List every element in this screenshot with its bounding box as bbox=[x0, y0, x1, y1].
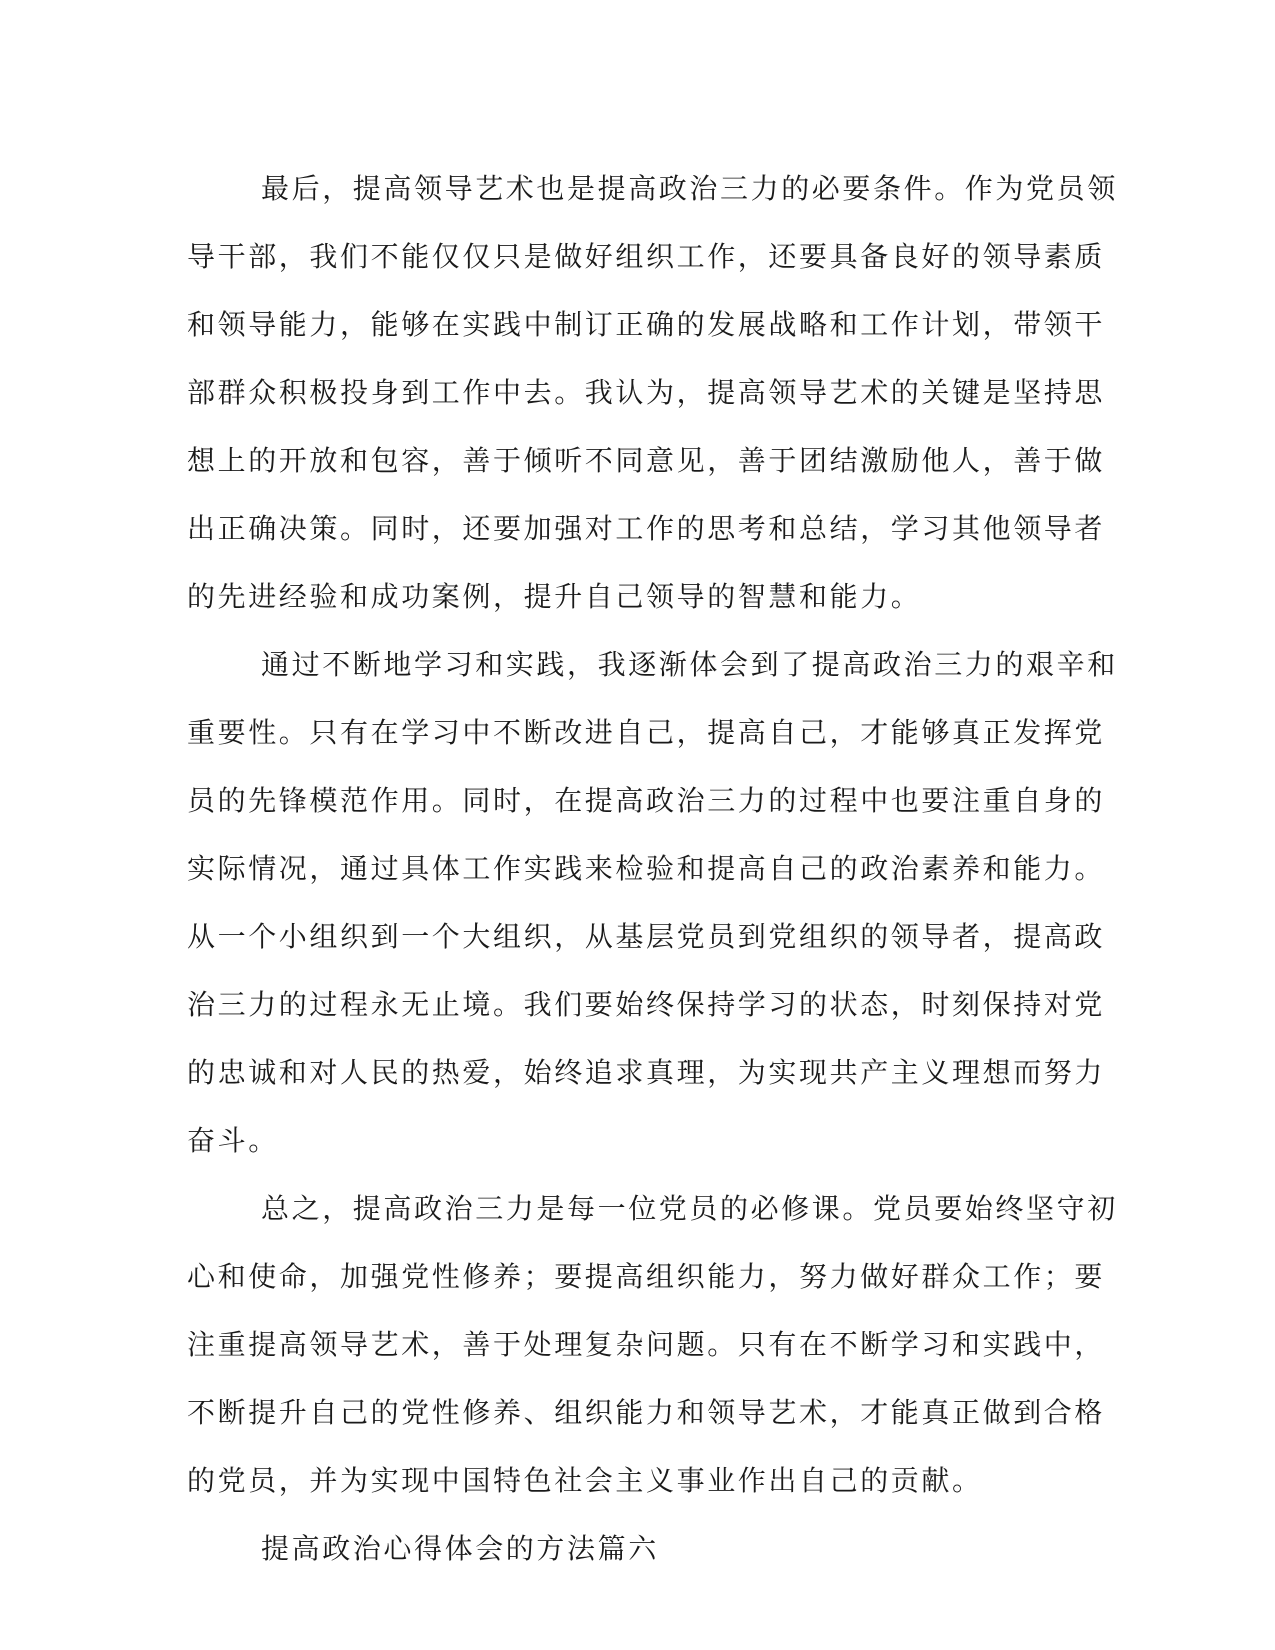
text-line: 最后，提高领导艺术也是提高政治三力的必要条件。作为党员领 bbox=[261, 172, 1118, 205]
text-line: 从一个小组织到一个大组织，从基层党员到党组织的领导者，提高政 bbox=[187, 920, 1106, 953]
text-line: 导干部，我们不能仅仅只是做好组织工作，还要具备良好的领导素质 bbox=[187, 240, 1106, 273]
text-line: 出正确决策。同时，还要加强对工作的思考和总结，学习其他领导者 bbox=[187, 512, 1106, 545]
text-line: 奋斗。 bbox=[187, 1124, 279, 1157]
text-line: 和领导能力，能够在实践中制订正确的发展战略和工作计划，带领干 bbox=[187, 308, 1106, 341]
paragraph-learning-practice bbox=[187, 631, 1118, 1175]
text-line: 治三力的过程永无止境。我们要始终保持学习的状态，时刻保持对党 bbox=[187, 988, 1106, 1021]
text-line: 员的先锋模范作用。同时，在提高政治三力的过程中也要注重自身的 bbox=[187, 784, 1106, 817]
text-line: 心和使命，加强党性修养；要提高组织能力，努力做好群众工作；要 bbox=[187, 1260, 1106, 1293]
text-line: 的党员，并为实现中国特色社会主义事业作出自己的贡献。 bbox=[187, 1464, 983, 1497]
text-line: 实际情况，通过具体工作实践来检验和提高自己的政治素养和能力。 bbox=[187, 852, 1106, 885]
text-line: 不断提升自己的党性修养、组织能力和领导艺术，才能真正做到合格 bbox=[187, 1396, 1106, 1429]
text-line: 总之，提高政治三力是每一位党员的必修课。党员要始终坚守初 bbox=[261, 1192, 1118, 1225]
text-line: 的忠诚和对人民的热爱，始终追求真理，为实现共产主义理想而努力 bbox=[187, 1056, 1106, 1089]
text-line: 的先进经验和成功案例，提升自己领导的智慧和能力。 bbox=[187, 580, 922, 613]
section-heading bbox=[187, 1515, 1087, 1583]
document-page bbox=[187, 155, 1118, 1583]
text-line: 通过不断地学习和实践，我逐渐体会到了提高政治三力的艰辛和 bbox=[261, 648, 1118, 681]
text-line: 重要性。只有在学习中不断改进自己，提高自己，才能够真正发挥党 bbox=[187, 716, 1106, 749]
paragraph-conclusion bbox=[187, 1175, 1118, 1515]
section-title: 提高政治心得体会的方法篇六 bbox=[261, 1532, 659, 1565]
text-line: 部群众积极投身到工作中去。我认为，提高领导艺术的关键是坚持思 bbox=[187, 376, 1106, 409]
text-line: 想上的开放和包容，善于倾听不同意见，善于团结激励他人，善于做 bbox=[187, 444, 1106, 477]
paragraph-leadership-art bbox=[187, 155, 1118, 631]
text-line: 注重提高领导艺术，善于处理复杂问题。只有在不断学习和实践中， bbox=[187, 1328, 1106, 1361]
